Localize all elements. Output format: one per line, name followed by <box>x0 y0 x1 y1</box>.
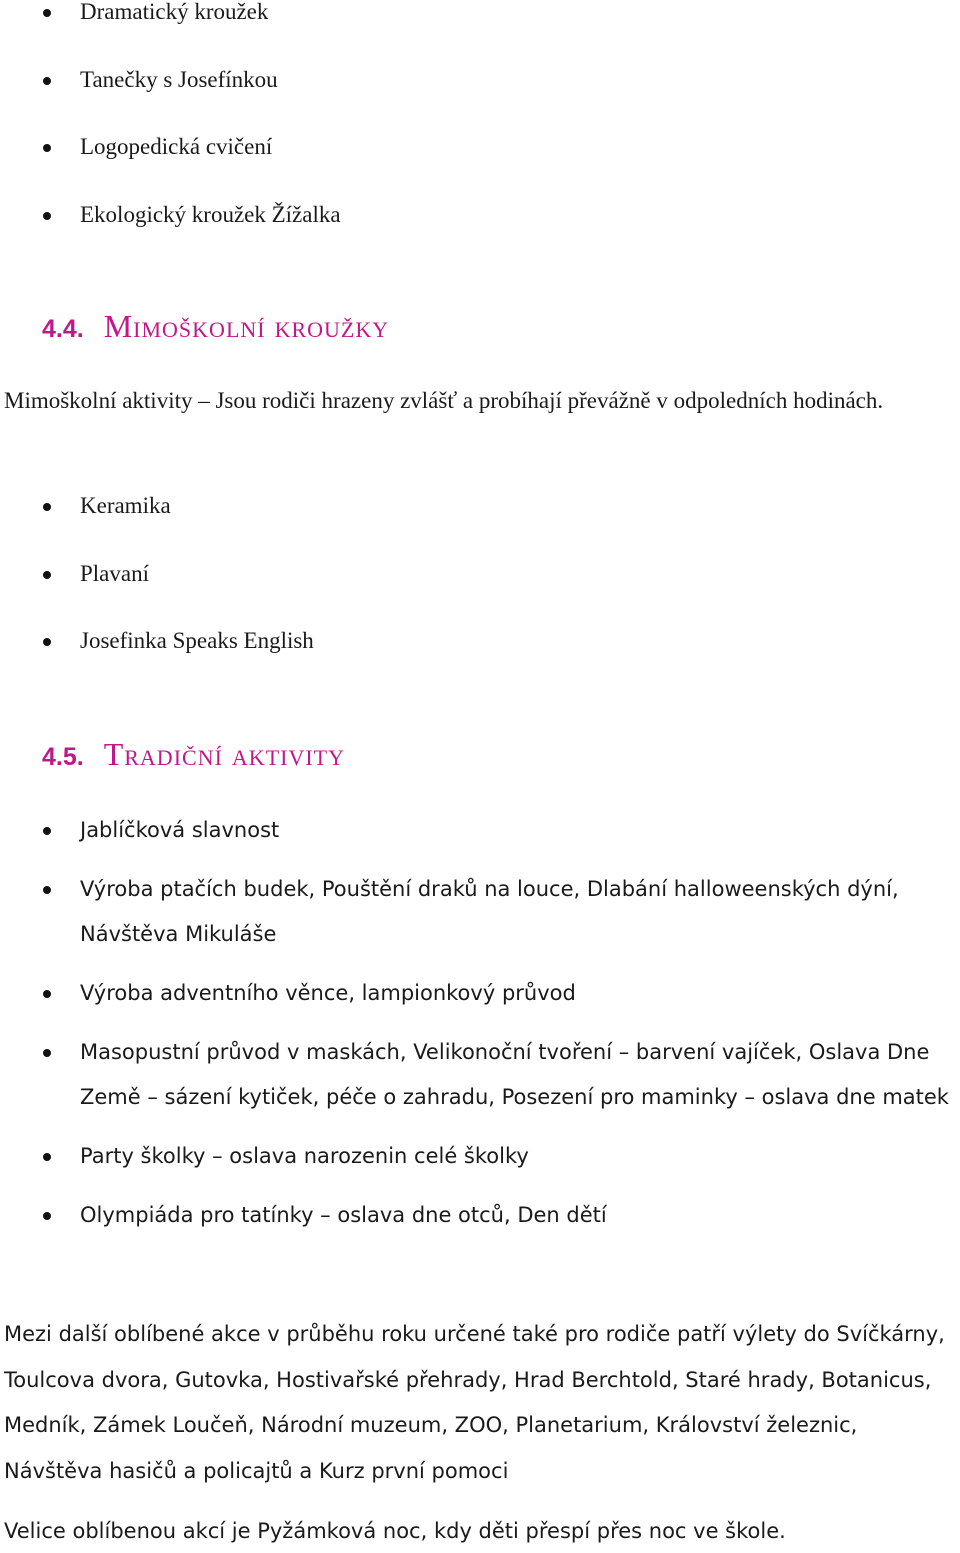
club-list <box>0 0 960 270</box>
list-item: Výroba adventního věnce, lampionkový průvod <box>0 971 960 1016</box>
list-item: Tanečky s Josefínkou <box>0 68 960 136</box>
list-item: Jablíčková slavnost <box>0 808 960 853</box>
list-item: Keramika <box>0 494 960 562</box>
section-number: 4.4. <box>42 315 84 343</box>
section-title: Tradiční aktivity <box>103 736 345 772</box>
list-item: Výroba ptačích budek, Pouštění draků na louce, Dlabání halloweenských dýní, Návštěva Mikuláše <box>0 867 960 957</box>
section-heading-4-4 <box>42 308 389 345</box>
extracurricular-paragraph: Mimoškolní aktivity – Jsou rodiči hrazeny zvlášť a probíhají převážně v odpoledních hodinách. <box>4 388 884 413</box>
list-item: Ekologický kroužek Žížalka <box>0 203 960 271</box>
pajama-night-paragraph: Velice oblíbenou akcí je Pyžámková noc, kdy děti přespí přes noc ve škole. <box>4 1519 786 1543</box>
trips-paragraph: Mezi další oblíbené akce v průběhu roku určené také pro rodiče patří výlety do Svíčkárny, Toulcova dvora, Gutovka, Hostivařské přehrady, Hrad Berchtold, Staré hrady, Botanicus, Medník, Zámek Loučeň, Národní muzeum, ZOO, Planetarium, Království železnic, Návštěva hasičů a policajtů a Kurz první pomoci <box>4 1322 945 1483</box>
extracurricular-list <box>0 494 960 697</box>
list-item: Logopedická cvičení <box>0 135 960 203</box>
list-item: Masopustní průvod v maskách, Velikonoční tvoření – barvení vajíček, Oslava Dne Země – sázení kytiček, péče o zahradu, Posezení pro maminky – oslava dne matek <box>0 1030 960 1120</box>
list-item: Dramatický kroužek <box>0 0 960 68</box>
section-number: 4.5. <box>42 743 84 771</box>
section-heading-4-5 <box>42 736 345 773</box>
section-title: Mimoškolní kroužky <box>103 308 390 344</box>
traditional-activities-list <box>0 808 960 1252</box>
list-item: Olympiáda pro tatínky – oslava dne otců, Den dětí <box>0 1193 960 1238</box>
list-item: Josefinka Speaks English <box>0 629 960 697</box>
list-item: Party školky – oslava narozenin celé školky <box>0 1134 960 1179</box>
list-item: Plavaní <box>0 562 960 630</box>
